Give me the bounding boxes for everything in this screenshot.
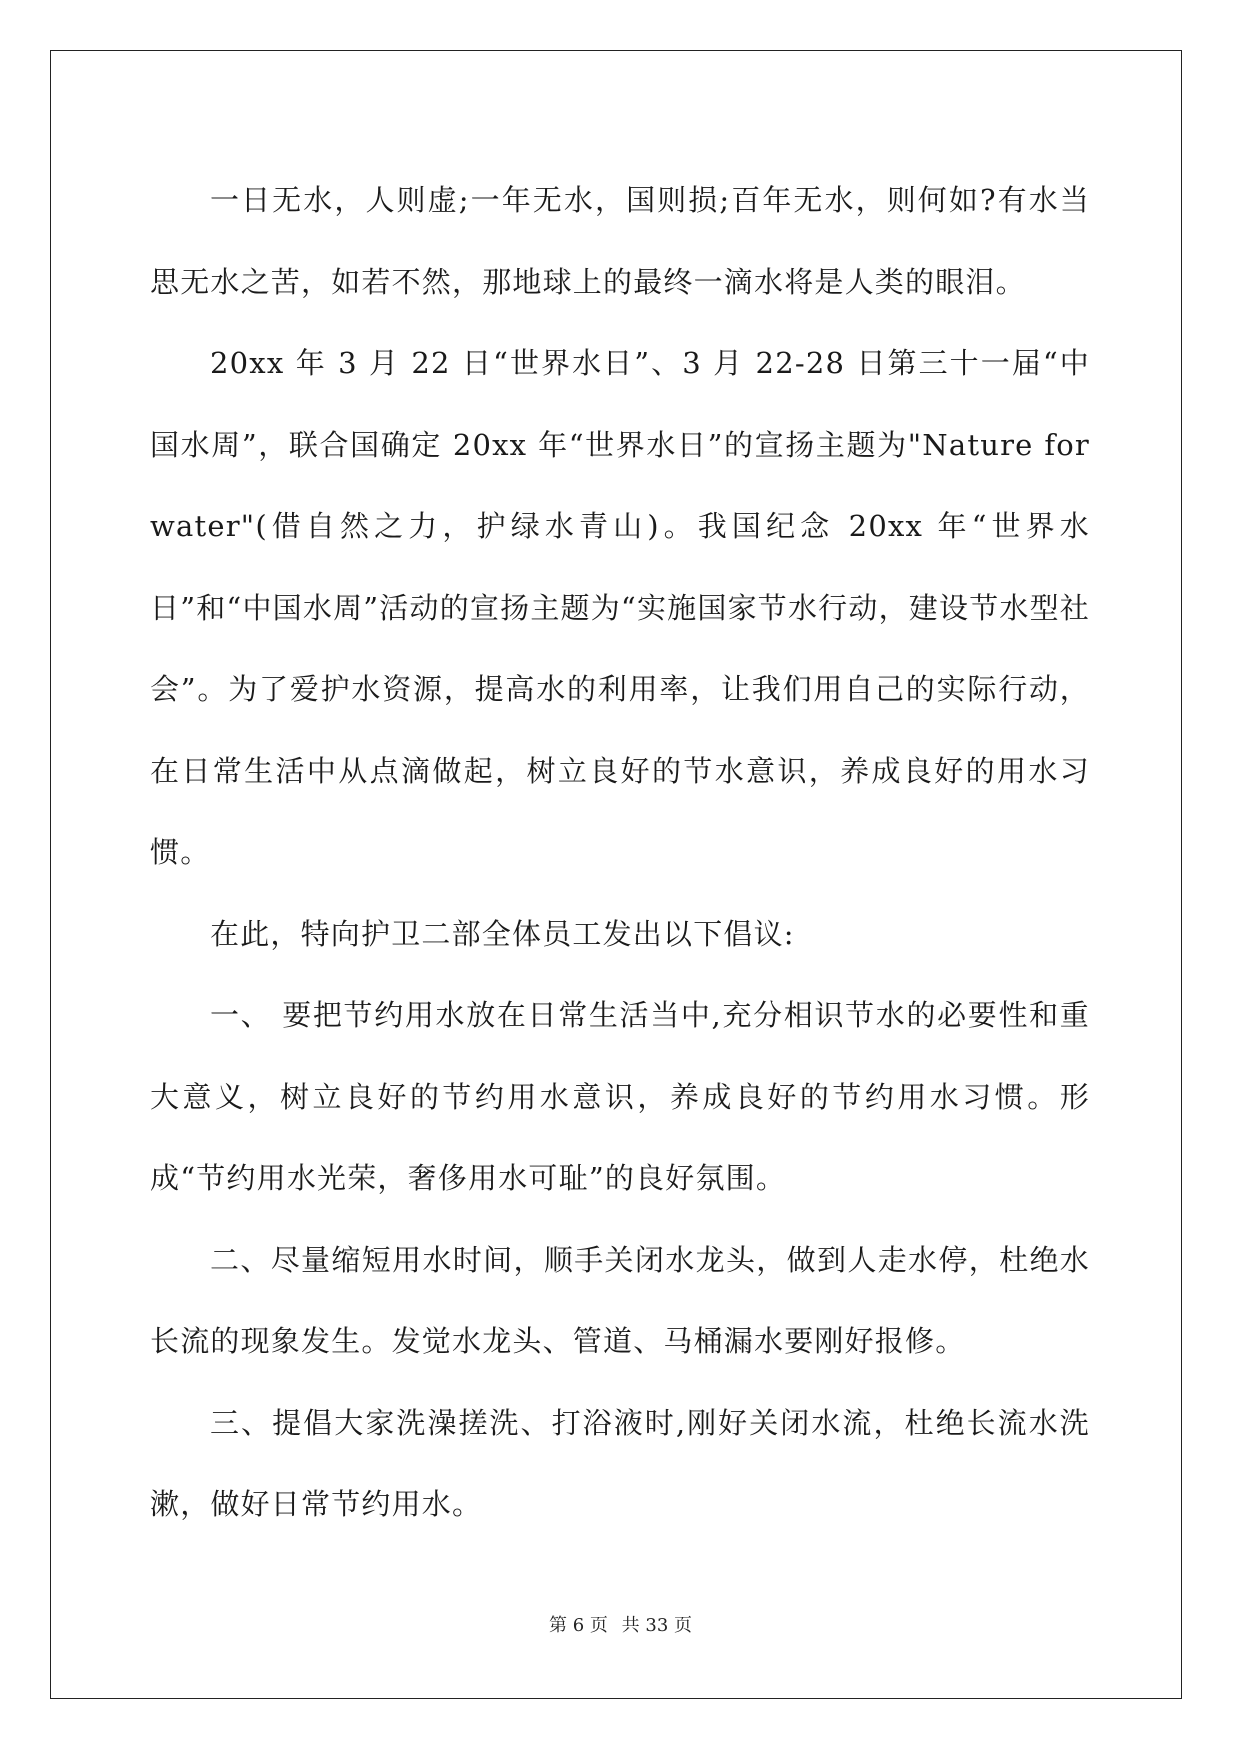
page-number: 第 6 页 bbox=[549, 1615, 608, 1636]
paragraph-proposal-intro: 在此，特向护卫二部全体员工发出以下倡议: bbox=[210, 916, 795, 951]
paragraph-proposal-1: 一、 要把节约用水放在日常生活当中,充分相识节水的必要性和重大意义，树立良好的节约用水意识，养成良好的节约用水习惯。形成“节约用水光荣，奢侈用水可耻”的良好氛围。 bbox=[150, 998, 1090, 1195]
page-footer bbox=[0, 1611, 1241, 1637]
paragraph-world-water-day: 20xx 年 3 月 22 日“世界水日”、3 月 22-28 日第三十一届“中国水周”，联合国确定 20xx 年“世界水日”的宣扬主题为"Nature for water"(借自然之力，护绿水青山)。我国纪念 20xx 年“世界水日”和“中国水周”活动的宣扬主题为“实施国家节水行动，建设节水型社会”。为了爱护水资源，提高水的利用率，让我们用自己的实际行动，在日常生活中从点滴做起，树立良好的节水意识，养成良好的用水习惯。 bbox=[150, 346, 1090, 869]
total-pages: 共 33 页 bbox=[621, 1615, 692, 1636]
document-body bbox=[150, 160, 1090, 1546]
paragraph-proposal-2: 二、尽量缩短用水时间，顺手关闭水龙头，做到人走水停，杜绝水长流的现象发生。发觉水龙头、管道、马桶漏水要刚好报修。 bbox=[150, 1242, 1090, 1358]
paragraph-intro: 一日无水，人则虚;一年无水，国则损;百年无水，则何如?有水当思无水之苦，如若不然，那地球上的最终一滴水将是人类的眼泪。 bbox=[150, 183, 1090, 299]
paragraph-proposal-3: 三、提倡大家洗澡搓洗、打浴液时,刚好关闭水流，杜绝长流水洗漱，做好日常节约用水。 bbox=[150, 1405, 1090, 1521]
